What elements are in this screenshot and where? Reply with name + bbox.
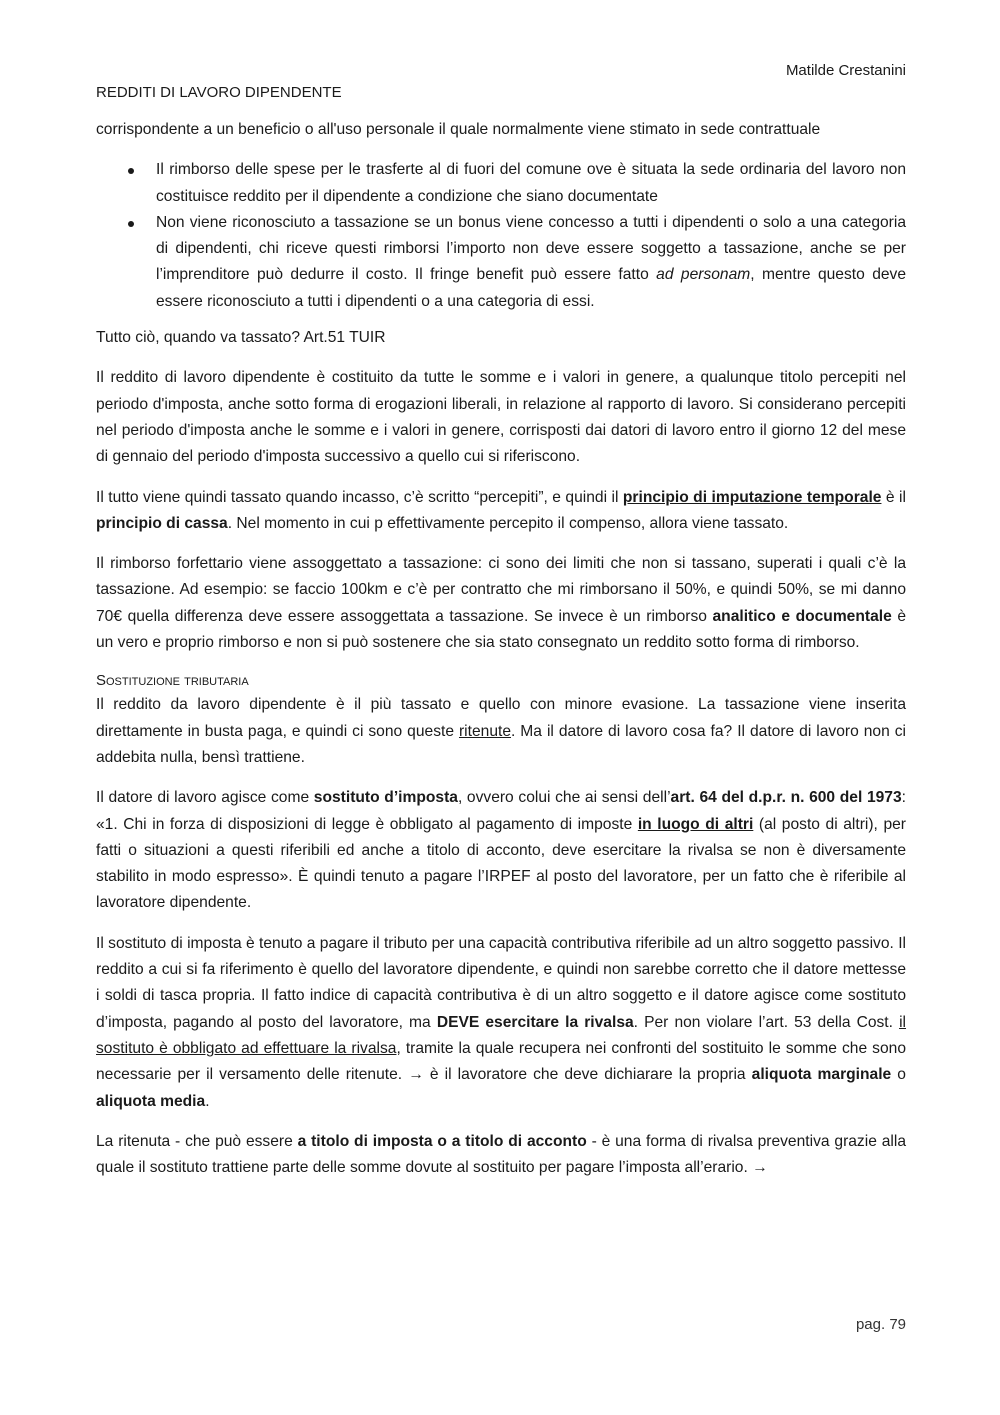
bold-term: aliquota media [96,1092,206,1110]
bold-term: art. 64 del d.p.r. n. 600 del 1973 [670,789,902,807]
list-item [156,157,906,210]
bullet-icon [128,168,134,174]
text-run: è il [881,488,906,506]
bold-term: analitico e documentale [712,607,892,625]
text-run: : «1. Chi in forza di disposizioni di legge è obbligato al pagamento di imposte [96,789,906,833]
text-run: è un vero e proprio rimborso e non si può sostenere che sia stato consegnato un reddito sotto forma di rimborso. [96,607,906,652]
text-run: - è una forma di rivalsa preventiva grazie alla quale il sostituto trattiene parte delle somme dovute al sostituito per pagare l’imposta all’erario. → [96,1132,906,1177]
document-body [96,117,906,1195]
bold-underlined-term: in luogo di altri [637,815,754,833]
bullet-text: Non viene riconosciuto a tassazione se un bonus viene concesso a tutti i dipendenti o solo a una categoria di dipendenti, chi riceve questi rimborsi l’importo non deve essere soggetto a tassazione, anche se per l’imprenditore può dedurre il costo. Il fringe benefit può essere fatto [156,213,906,284]
bullet-text: , mentre questo deve essere riconosciuto a tutti i dipendenti o a una categoria di essi. [156,266,907,310]
text-run: Il sostituto di imposta è tenuto a pagare il tributo per una capacità contributiva riferibile ad un altro soggetto passivo. Il reddito a cui si fa riferimento è quello del lavoratore dipendente, e quindi non sarebbe corretto che il datore mettesse i soldi di tasca propria. Il fatto indice di capacità contributiva è di un altro soggetto e il datore agisce come sostituto d’imposta, pagando al posto del lavoratore, ma [96,934,906,1031]
text-run: Il reddito da lavoro dipendente è il più tassato e quello con minore evasione. La tassazione viene inserita direttamente in busta paga, e quindi ci sono queste [96,696,906,740]
text-run: (al posto di altri), per fatti o situazioni a questi riferibili ed anche a titolo di acconto, deve esercitare la rivalsa se non è diversamente stabilito in modo espresso». È quindi tenuto a pagare l’IRPEF al posto del lavoratore, per un fatto che è riferibile al lavoratore dipendente. [96,815,907,912]
underlined-term: ritenute [458,722,511,740]
paragraph [96,692,906,771]
header-author: Matilde Crestanini [785,62,906,79]
list-item [156,210,906,315]
text-run: . Nel momento in cui p effettivamente percepito il compenso, allora viene tassato. [227,514,789,532]
text-run: Il tutto viene quindi tassato quando incasso, c’è scritto “percepiti”, e quindi il [96,488,623,506]
text-run: , ovvero colui che ai sensi dell’ [457,789,671,807]
text-run: o [891,1066,906,1084]
bullet-list [96,157,906,315]
text-run: Il datore di lavoro agisce come [96,789,314,807]
paragraph: Tutto ciò, quando va tassato? Art.51 TUIR [96,329,386,347]
text-run: , tramite la quale recupera nei confronti del sostituito le somme che sono necessarie per il versamento delle ritenute. → è il lavoratore che deve dichiarare la propria [96,1039,906,1084]
page-number: pag. 79 [855,1316,906,1333]
paragraph: Il reddito di lavoro dipendente è costituito da tutte le somme e i valori in genere, a qualunque titolo percepiti nel periodo d'imposta, anche sotto forma di erogazioni liberali, in relazione al rapporto di lavoro. Si considerano percepiti nel periodo d'imposta anche le somme e i valori in genere, corrisposti dai datori di lavoro entro il giorno 12 del mese di gennaio del periodo d'imposta successivo a quello cui si riferiscono. [96,369,906,466]
paragraph [96,931,906,1115]
text-run: . Per non violare l’art. 53 della Cost. [633,1013,900,1031]
paragraph [96,1129,906,1182]
bold-term: DEVE esercitare la rivalsa [436,1013,634,1031]
underlined-term: il sostituto è obbligato ad effettuare la rivalsa [96,1013,906,1057]
header-title: REDDITI DI LAVORO DIPENDENTE [96,84,342,101]
paragraph [96,551,906,656]
paragraph [96,485,906,538]
bold-underlined-term: principio di imputazione temporale [622,488,882,506]
bold-term: sostituto d’imposta [313,789,458,807]
text-run: Il rimborso forfettario viene assoggettato a tassazione: ci sono dei limiti che non si tassano, superati i quali c’è la tassazione. Ad esempio: se faccio 100km e c’è per contratto che mi rimborsano il 50%, e quindi 50%, se mi danno 70€ quella differenza deve essere assoggettata a tassazione. Se invece è un rimborso [96,555,906,625]
bullet-icon [128,221,134,227]
text-run: . [205,1092,210,1110]
continuation-text: corrispondente a un beneficio o all'uso personale il quale normalmente viene stimato in sede contrattuale [96,121,821,138]
text-run: La ritenuta - che può essere [96,1132,298,1150]
bold-term: a titolo di imposta o a titolo di acconto [297,1132,587,1150]
bold-term: principio di cassa [96,514,228,532]
bullet-italic: ad personam [656,266,751,284]
bullet-text: Il rimborso delle spese per le trasferte al di fuori del comune ove è situata la sede ordinaria del lavoro non costituisce reddito per il dipendente a condizione che siano documentate [156,161,906,205]
text-run: . Ma il datore di lavoro cosa fa? Il datore di lavoro non ci addebita nulla, bensì trattiene. [96,722,906,766]
paragraph [96,785,906,916]
section-heading: Sostituzione tributaria [96,672,249,690]
bold-term: aliquota marginale [751,1066,892,1084]
